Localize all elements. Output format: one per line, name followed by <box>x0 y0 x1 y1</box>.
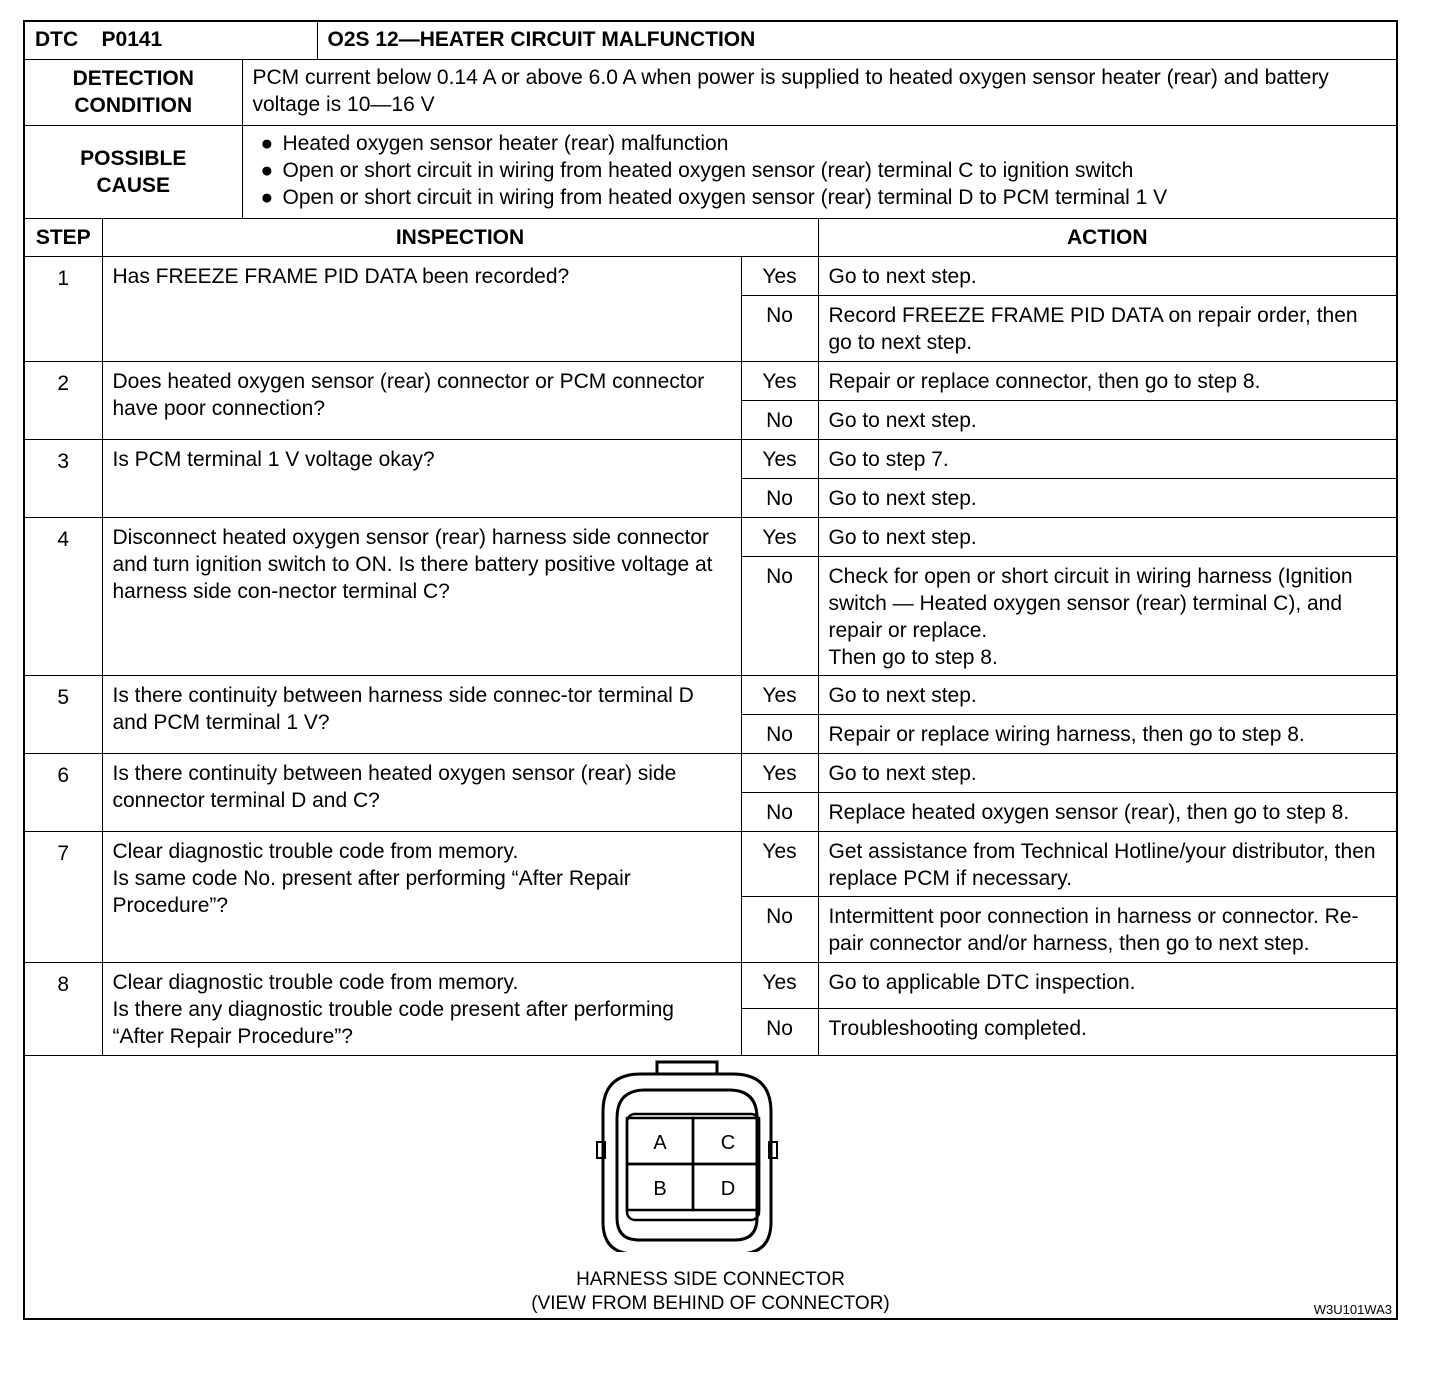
step-inspection: Is there continuity between harness side connec-tor terminal D and PCM terminal 1 V? <box>102 675 741 753</box>
step-inspection <box>102 962 741 1055</box>
step-inspection: Has FREEZE FRAME PID DATA been recorded? <box>102 256 741 361</box>
dtc-label: DTC <box>35 28 79 51</box>
step-number: 4 <box>25 517 102 675</box>
step-number: 1 <box>25 256 102 361</box>
detection-label-line2: CONDITION <box>74 94 193 117</box>
header-row <box>25 22 1396 59</box>
no-action-text-2: Then go to step 8. <box>828 645 998 669</box>
step-row <box>25 517 1396 556</box>
possible-cause-row <box>25 125 1396 218</box>
no-label: No <box>741 714 818 753</box>
bullet-icon: ● <box>260 158 274 182</box>
step-row <box>25 962 1396 1008</box>
yes-action: Go to applicable DTC inspection. <box>818 962 1396 1008</box>
dtc-table <box>25 22 1396 1056</box>
step-number: 8 <box>25 962 102 1055</box>
bullet-icon: ● <box>260 185 274 209</box>
step-inspection: Does heated oxygen sensor (rear) connector or PCM connector have poor connection? <box>102 361 741 439</box>
no-label: No <box>741 896 818 962</box>
cause-item <box>253 184 1387 211</box>
yes-action: Go to next step. <box>818 675 1396 714</box>
column-header-row <box>25 218 1396 256</box>
pin-label-a: A <box>653 1132 667 1154</box>
no-label: No <box>741 400 818 439</box>
detection-text: PCM current below 0.14 A or above 6.0 A when power is supplied to heated oxygen sensor heater (rear) and battery voltage is 10—16 V <box>242 59 1396 125</box>
yes-label: Yes <box>741 962 818 1008</box>
dtc-title: O2S 12—HEATER CIRCUIT MALFUNCTION <box>317 22 1396 59</box>
yes-label: Yes <box>741 256 818 295</box>
detection-label-line1: DETECTION <box>72 67 194 90</box>
detection-row <box>25 59 1396 125</box>
connector-diagram-area <box>25 1052 1396 1318</box>
no-label: No <box>741 295 818 361</box>
step-number: 5 <box>25 675 102 753</box>
action-column-header: ACTION <box>818 218 1396 256</box>
yes-action: Go to next step. <box>818 517 1396 556</box>
dtc-code: P0141 <box>101 28 163 51</box>
bullet-icon: ● <box>260 131 274 155</box>
yes-action: Go to step 7. <box>818 439 1396 478</box>
step-row <box>25 753 1396 792</box>
step-number: 6 <box>25 753 102 831</box>
cause-text: Open or short circuit in wiring from heated oxygen sensor (rear) terminal C to ignition switch <box>282 158 1134 182</box>
detection-label <box>25 59 242 125</box>
cause-text: Open or short circuit in wiring from heated oxygen sensor (rear) terminal D to PCM terminal 1 V <box>282 185 1168 209</box>
step-inspection-text: Clear diagnostic trouble code from memory. <box>112 970 519 994</box>
connector-diagram <box>25 1052 1396 1252</box>
yes-action: Go to next step. <box>818 256 1396 295</box>
step-number: 2 <box>25 361 102 439</box>
possible-cause-label-line1: POSSIBLE <box>80 146 187 170</box>
no-action: Record FREEZE FRAME PID DATA on repair order, then go to next step. <box>818 295 1396 361</box>
step-inspection <box>102 831 741 962</box>
step-inspection: Disconnect heated oxygen sensor (rear) harness side connector and turn ignition switch to ON. Is there battery positive voltage at harness side con-nector terminal C? <box>102 517 741 675</box>
connector-caption-line1: HARNESS SIDE CONNECTOR <box>576 1269 845 1290</box>
step-row <box>25 675 1396 714</box>
yes-action: Get assistance from Technical Hotline/your distributor, then replace PCM if necessary. <box>818 831 1396 896</box>
step-row <box>25 831 1396 896</box>
no-action: Intermittent poor connection in harness or connector. Re-pair connector and/or harness, then go to next step. <box>818 896 1396 962</box>
step-row <box>25 256 1396 295</box>
pin-label-b: B <box>653 1178 667 1200</box>
step-inspection-text: Clear diagnostic trouble code from memory. <box>112 839 519 863</box>
pin-label-c: C <box>720 1132 736 1154</box>
step-row <box>25 439 1396 478</box>
step-inspection: Is PCM terminal 1 V voltage okay? <box>102 439 741 517</box>
cause-item <box>253 130 1387 157</box>
yes-label: Yes <box>741 517 818 556</box>
step-inspection-text-2: Is same code No. present after performing “After Repair Procedure”? <box>112 866 631 917</box>
inspection-column-header: INSPECTION <box>102 218 818 256</box>
cause-text: Heated oxygen sensor heater (rear) malfunction <box>282 131 729 155</box>
yes-label: Yes <box>741 675 818 714</box>
no-action: Go to next step. <box>818 478 1396 517</box>
no-label: No <box>741 792 818 831</box>
cause-item <box>253 157 1387 184</box>
no-label: No <box>741 1008 818 1055</box>
dtc-sheet <box>23 20 1398 1320</box>
no-label: No <box>741 478 818 517</box>
no-label: No <box>741 556 818 675</box>
no-action: Go to next step. <box>818 400 1396 439</box>
possible-cause-label <box>25 125 242 218</box>
possible-cause-list <box>253 130 1387 211</box>
step-inspection-text-2: Is there any diagnostic trouble code present after performing “After Repair Procedure”? <box>112 997 674 1048</box>
step-inspection: Is there continuity between heated oxygen sensor (rear) side connector terminal D and C? <box>102 753 741 831</box>
yes-label: Yes <box>741 361 818 400</box>
figure-code: W3U101WA3 <box>1313 1302 1392 1317</box>
no-action: Replace heated oxygen sensor (rear), then go to step 8. <box>818 792 1396 831</box>
step-column-header: STEP <box>25 218 102 256</box>
possible-cause-list-cell <box>242 125 1396 218</box>
possible-cause-label-line2: CAUSE <box>96 173 170 197</box>
yes-action: Go to next step. <box>818 753 1396 792</box>
no-action: Troubleshooting completed. <box>818 1008 1396 1055</box>
pin-label-d: D <box>720 1178 736 1200</box>
no-action-text: Check for open or short circuit in wiring harness (Ignition switch — Heated oxygen sensor (rear) terminal C), and repair or replace. <box>828 564 1353 642</box>
step-row <box>25 361 1396 400</box>
no-action: Repair or replace wiring harness, then go to step 8. <box>818 714 1396 753</box>
dtc-code-cell <box>25 22 317 59</box>
yes-action: Repair or replace connector, then go to step 8. <box>818 361 1396 400</box>
connector-caption-line2: (VIEW FROM BEHIND OF CONNECTOR) <box>531 1293 890 1314</box>
step-number: 3 <box>25 439 102 517</box>
yes-label: Yes <box>741 831 818 896</box>
yes-label: Yes <box>741 439 818 478</box>
step-number: 7 <box>25 831 102 962</box>
yes-label: Yes <box>741 753 818 792</box>
connector-latch-outline <box>657 1062 717 1074</box>
no-action <box>818 556 1396 675</box>
